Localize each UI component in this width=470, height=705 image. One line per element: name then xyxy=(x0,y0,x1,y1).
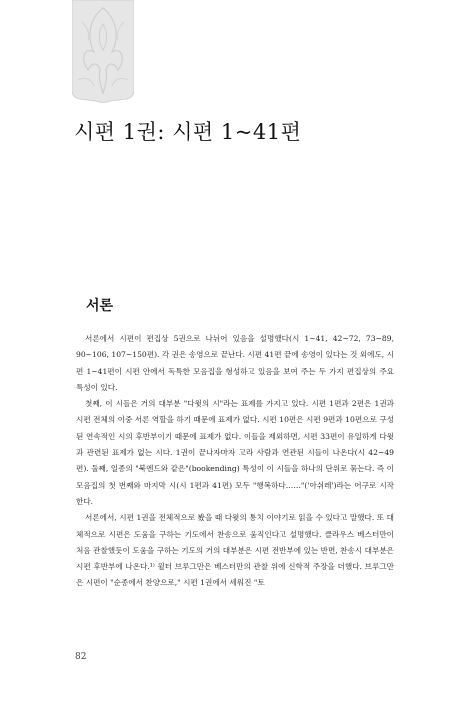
paragraph-3: 서론에서, 시편 1권을 전체적으로 봤을 때 다윗의 통치 이야기로 읽을 수 있다고 말했다. 또 대체적으로 시편은 도움을 구하는 기도에서 찬송으로 움직인다고 설명했다. 클라우스 베스터만이 처음 관찰했듯이 도움을 구하는 기도의 거의 대부분은 시편 전반부에 있는 반면, 찬송시 대부분은 시편 후반부에 나온다.¹⁾ 윌터 브루그만은 베스터만의 관찰 위에 신학적 주장을 더했다. 브루그만은 시편이 "순종에서 찬양으로," 시편 1권에서 세워진 "토 xyxy=(76,513,394,588)
chapter-title: 시편 1권: 시편 1~41편 xyxy=(74,120,302,144)
section-title: 서론 xyxy=(86,298,114,314)
body-text xyxy=(76,331,394,592)
page-number: 82 xyxy=(75,652,87,662)
paragraph-2: 첫째, 이 시들은 거의 대부분 "다윗의 시"라는 표제를 가지고 있다. 시편 1편과 2편은 1권과 시편 전체의 이중 서론 역할을 하기 때문에 표제가 없다. 시편 10편은 시편 9편과 10편으로 구성된 연속적인 시의 후반부이기 때문에 표제가 없다. 이들을 제외하면, 시편 33편이 유일하게 다윗과 관련된 표제가 없는 시다. 1권이 끝나자마자 고라 사람과 연관된 시들이 나온다(시 42~49편). 둘째, 일종의 "북엔드와 같은"(bookending) 특성이 이 시들을 하나의 단위로 묶는다. 즉 이 모음집의 첫 번째와 마지막 시(시 1편과 41편) 모두 "행복하다……"('아쉬레')라는 어구로 시작한다. xyxy=(76,399,394,506)
chapter-ornament-icon xyxy=(72,0,134,106)
paragraph-1: 서론에서 시편이 편집상 5권으로 나뉘어 있음을 설명했다(시 1~41, 42~72, 73~89, 90~106, 107~150편). 각 권은 송영으로 끝난다. 시편 41편 끝에 송영이 있다는 것 외에도, 시편 1~41편이 시편 안에서 독특한 모음집을 형성하고 있음을 보여 주는 두 가지 편집상의 주요 특성이 있다. xyxy=(76,334,394,392)
